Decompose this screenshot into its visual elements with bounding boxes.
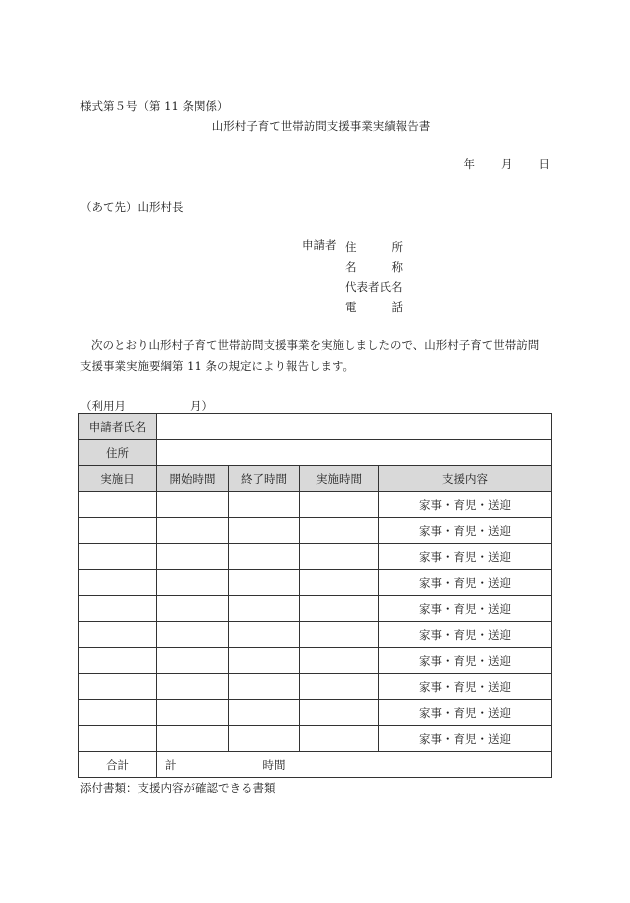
- body-text: 次のとおり山形村子育て世帯訪問支援事業を実施しましたので、山形村子育て世帯訪問支援事業実施要綱第 11 条の規定により報告します。: [80, 338, 540, 373]
- date-cell[interactable]: [79, 622, 157, 648]
- applicant-label: 申請者: [302, 238, 337, 252]
- usage-month-line: [80, 398, 213, 414]
- date-cell[interactable]: [79, 492, 157, 518]
- table-row: [79, 700, 552, 726]
- address-row: [79, 440, 552, 466]
- end-time-cell[interactable]: [229, 518, 300, 544]
- end-time-cell[interactable]: [229, 648, 300, 674]
- table-row: [79, 726, 552, 752]
- start-time-cell[interactable]: [157, 544, 229, 570]
- applicant-name-cell[interactable]: [157, 414, 552, 440]
- date-cell[interactable]: [79, 596, 157, 622]
- support-content-cell[interactable]: 家事・育児・送迎: [379, 518, 552, 544]
- date-cell[interactable]: [79, 570, 157, 596]
- date-day: 日: [538, 157, 550, 171]
- date-month: 月: [501, 157, 513, 171]
- start-time-cell[interactable]: [157, 674, 229, 700]
- applicant-name-row: [79, 414, 552, 440]
- support-content-cell[interactable]: 家事・育児・送迎: [379, 492, 552, 518]
- end-time-cell[interactable]: [229, 674, 300, 700]
- start-time-cell[interactable]: [157, 492, 229, 518]
- support-content-cell[interactable]: 家事・育児・送迎: [379, 570, 552, 596]
- start-time-cell[interactable]: [157, 726, 229, 752]
- attachment-note: 添付書類：支援内容が確認できる書類: [80, 781, 276, 795]
- end-time-cell[interactable]: [229, 544, 300, 570]
- support-content-cell[interactable]: 家事・育児・送迎: [379, 596, 552, 622]
- duration-cell[interactable]: [300, 726, 379, 752]
- total-label: 合計: [79, 752, 157, 778]
- report-table: [78, 413, 552, 778]
- end-time-cell[interactable]: [229, 726, 300, 752]
- duration-cell[interactable]: [300, 570, 379, 596]
- date-cell[interactable]: [79, 726, 157, 752]
- support-content-cell[interactable]: 家事・育児・送迎: [379, 700, 552, 726]
- table-row: [79, 492, 552, 518]
- usage-month-label: （利用月: [80, 399, 126, 413]
- duration-cell[interactable]: [300, 622, 379, 648]
- applicant-field-name: 名称: [345, 260, 403, 274]
- duration-cell[interactable]: [300, 518, 379, 544]
- table-row: [79, 674, 552, 700]
- address-label: 住所: [79, 440, 157, 466]
- support-content-cell[interactable]: 家事・育児・送迎: [379, 726, 552, 752]
- date-cell[interactable]: [79, 674, 157, 700]
- table-row: [79, 596, 552, 622]
- date-cell[interactable]: [79, 518, 157, 544]
- col-header-start: 開始時間: [157, 466, 229, 492]
- support-content-cell[interactable]: 家事・育児・送迎: [379, 622, 552, 648]
- start-time-cell[interactable]: [157, 648, 229, 674]
- start-time-cell[interactable]: [157, 570, 229, 596]
- end-time-cell[interactable]: [229, 570, 300, 596]
- date-cell[interactable]: [79, 648, 157, 674]
- date-year: 年: [463, 157, 475, 171]
- duration-cell[interactable]: [300, 596, 379, 622]
- end-time-cell[interactable]: [229, 622, 300, 648]
- duration-cell[interactable]: [300, 492, 379, 518]
- table-row: [79, 622, 552, 648]
- table-row: [79, 648, 552, 674]
- end-time-cell[interactable]: [229, 700, 300, 726]
- table-row: [79, 544, 552, 570]
- applicant-fields: [345, 237, 403, 317]
- applicant-field-phone: 電話: [345, 300, 403, 314]
- col-header-duration: 実施時間: [300, 466, 379, 492]
- column-header-row: [79, 466, 552, 492]
- date-line: [464, 156, 551, 172]
- support-content-cell[interactable]: 家事・育児・送迎: [379, 544, 552, 570]
- end-time-cell[interactable]: [229, 596, 300, 622]
- date-cell[interactable]: [79, 544, 157, 570]
- duration-cell[interactable]: [300, 544, 379, 570]
- total-cell[interactable]: [157, 752, 552, 778]
- table-row: [79, 518, 552, 544]
- applicant-name-label: 申請者氏名: [79, 414, 157, 440]
- start-time-cell[interactable]: [157, 622, 229, 648]
- col-header-end: 終了時間: [229, 466, 300, 492]
- support-content-cell[interactable]: 家事・育児・送迎: [379, 674, 552, 700]
- duration-cell[interactable]: [300, 700, 379, 726]
- usage-month-suffix: 月）: [190, 399, 213, 413]
- start-time-cell[interactable]: [157, 518, 229, 544]
- date-cell[interactable]: [79, 700, 157, 726]
- col-header-support: 支援内容: [379, 466, 552, 492]
- duration-cell[interactable]: [300, 674, 379, 700]
- start-time-cell[interactable]: [157, 700, 229, 726]
- col-header-date: 実施日: [79, 466, 157, 492]
- duration-cell[interactable]: [300, 648, 379, 674]
- support-content-cell[interactable]: 家事・育児・送迎: [379, 648, 552, 674]
- total-row: [79, 752, 552, 778]
- form-number: 様式第５号（第 11 条関係）: [80, 99, 229, 113]
- total-unit: 時間: [262, 757, 286, 772]
- applicant-field-representative: 代表者氏名: [345, 280, 403, 294]
- start-time-cell[interactable]: [157, 596, 229, 622]
- applicant-field-address: 住所: [345, 240, 403, 254]
- document-title: 山形村子育て世帯訪問支援事業実績報告書: [211, 119, 431, 133]
- table-row: [79, 570, 552, 596]
- total-prefix: 計: [165, 757, 177, 772]
- end-time-cell[interactable]: [229, 492, 300, 518]
- addressee: （あて先）山形村長: [80, 200, 184, 214]
- address-cell[interactable]: [157, 440, 552, 466]
